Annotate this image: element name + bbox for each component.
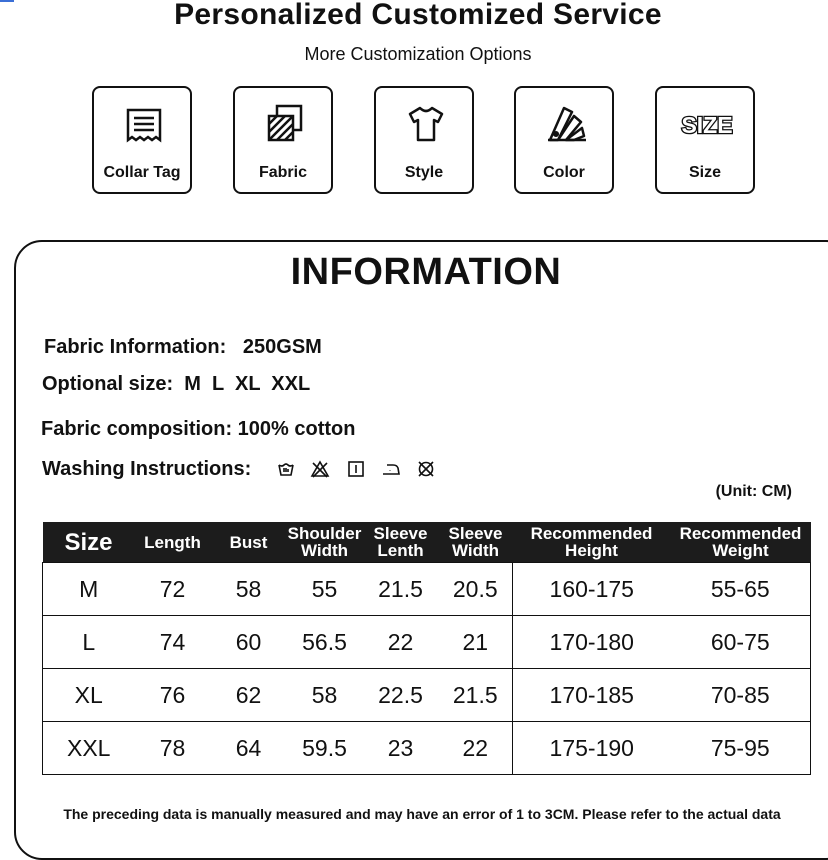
optional-size: Optional size: M L XL XXL bbox=[42, 373, 311, 395]
table-row bbox=[43, 616, 811, 669]
information-title: INFORMATION bbox=[290, 251, 562, 293]
option-label: Collar Tag bbox=[103, 164, 181, 181]
table-cell: 55-65 bbox=[671, 563, 811, 616]
table-cell: 60 bbox=[211, 616, 287, 669]
option-card-color bbox=[514, 86, 614, 194]
table-cell: 170-185 bbox=[513, 669, 671, 722]
hand-wash-icon bbox=[276, 459, 296, 479]
table-cell: 21.5 bbox=[363, 563, 439, 616]
table-row bbox=[43, 669, 811, 722]
table-cell: 72 bbox=[135, 563, 211, 616]
table-cell: 170-180 bbox=[513, 616, 671, 669]
table-cell: XL bbox=[43, 669, 135, 722]
table-cell: 60-75 bbox=[671, 616, 811, 669]
table-cell: L bbox=[43, 616, 135, 669]
table-cell: 21.5 bbox=[439, 669, 513, 722]
fabric-composition: Fabric composition: 100% cotton bbox=[41, 418, 356, 440]
table-cell: XXL bbox=[43, 722, 135, 775]
table-cell: 64 bbox=[211, 722, 287, 775]
option-card-style bbox=[374, 86, 474, 194]
table-cell: 70-85 bbox=[671, 669, 811, 722]
size-chart-table bbox=[42, 522, 810, 780]
table-cell: 21 bbox=[439, 616, 513, 669]
column-header-size: Size bbox=[43, 522, 135, 563]
washing-instructions-label: Washing Instructions: bbox=[42, 458, 252, 480]
table-header-row bbox=[43, 522, 811, 563]
table-cell: 74 bbox=[135, 616, 211, 669]
option-label: Size bbox=[688, 164, 721, 181]
option-card-collar-tag bbox=[92, 86, 192, 194]
table-cell: 55 bbox=[287, 563, 363, 616]
measurement-note: The preceding data is manually measured and may have an error of 1 to 3CM. Please refer to the actual data bbox=[63, 806, 781, 822]
table-cell: 78 bbox=[135, 722, 211, 775]
table-cell: 58 bbox=[211, 563, 287, 616]
column-header-length: Length bbox=[135, 522, 211, 563]
column-header-shoulder-width: Shoulder Width bbox=[287, 522, 363, 563]
table-cell: 59.5 bbox=[287, 722, 363, 775]
table-cell: 75-95 bbox=[671, 722, 811, 775]
column-header-sleeve-length: Sleeve Lenth bbox=[363, 522, 439, 563]
table-cell: 76 bbox=[135, 669, 211, 722]
table-cell: 56.5 bbox=[287, 616, 363, 669]
table-cell: M bbox=[43, 563, 135, 616]
tshirt-icon bbox=[404, 102, 448, 146]
iron-icon bbox=[381, 459, 401, 479]
option-card-fabric bbox=[233, 86, 333, 194]
table-cell: 58 bbox=[287, 669, 363, 722]
table-cell: 62 bbox=[211, 669, 287, 722]
size-text-icon bbox=[679, 102, 735, 146]
table-row bbox=[43, 722, 811, 775]
option-label: Fabric bbox=[258, 164, 307, 181]
unit-label: (Unit: CM) bbox=[715, 483, 792, 500]
fabric-information: Fabric Information: 250GSM bbox=[44, 336, 322, 358]
option-card-size bbox=[655, 86, 755, 194]
option-label: Style bbox=[404, 164, 444, 181]
table-cell: 20.5 bbox=[439, 563, 513, 616]
collar-tag-icon bbox=[122, 102, 166, 146]
table-cell: 23 bbox=[363, 722, 439, 775]
table-cell: 22 bbox=[439, 722, 513, 775]
page-title: Personalized Customized Service bbox=[174, 0, 662, 31]
option-label: Color bbox=[543, 164, 585, 181]
size-icon-text: SIZE bbox=[681, 112, 733, 138]
table-cell: 22 bbox=[363, 616, 439, 669]
fabric-icon bbox=[263, 102, 307, 146]
table-row bbox=[43, 563, 811, 616]
column-header-sleeve-width: Sleeve Width bbox=[439, 522, 513, 563]
do-not-dry-clean-icon bbox=[416, 459, 436, 479]
table-cell: 160-175 bbox=[513, 563, 671, 616]
washing-icons bbox=[276, 459, 446, 481]
table-cell: 22.5 bbox=[363, 669, 439, 722]
column-header-bust: Bust bbox=[211, 522, 287, 563]
page-subtitle: More Customization Options bbox=[304, 44, 532, 64]
color-swatch-icon bbox=[544, 102, 588, 146]
column-header-recommended-height: Recommended Height bbox=[513, 522, 671, 563]
do-not-bleach-icon bbox=[310, 459, 330, 479]
column-header-recommended-weight: Recommended Weight bbox=[671, 522, 811, 563]
tumble-dry-icon bbox=[346, 459, 366, 479]
table-cell: 175-190 bbox=[513, 722, 671, 775]
